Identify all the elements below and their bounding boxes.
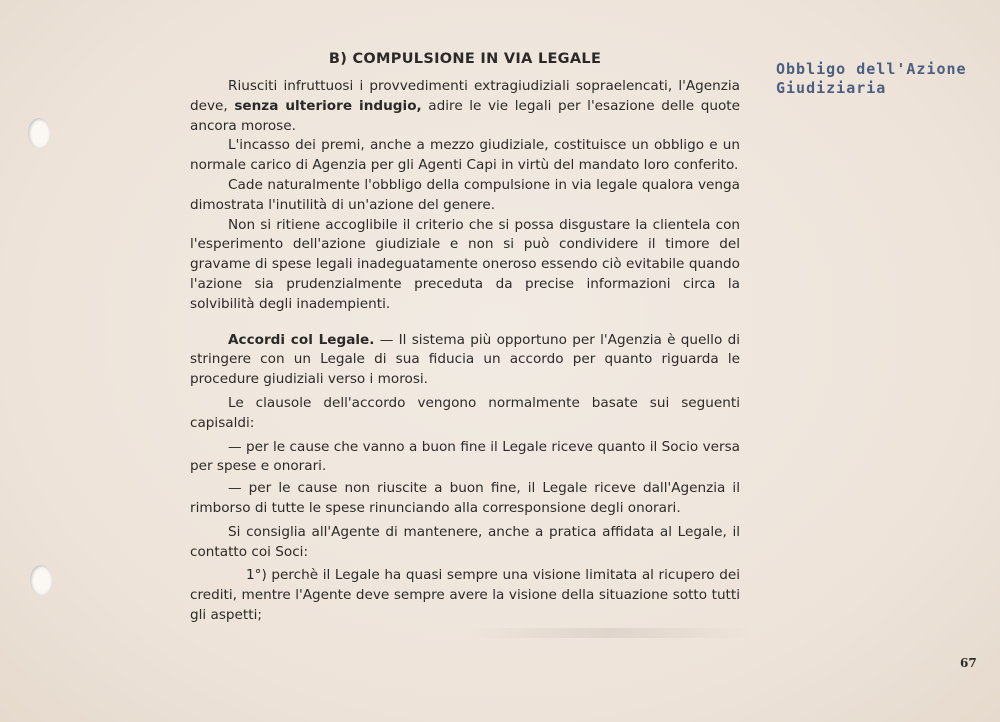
paragraph: Riusciti infruttuosi i provvedimenti extragiudiziali sopraelencati, l'Agenzia deve, senza ulteriore indugio, adire le vie legali per l'esazione delle quote ancora morose. (190, 78, 740, 134)
binder-hole-top (28, 118, 50, 148)
margin-title-line-1: Obbligo dell'Azione (776, 60, 967, 78)
page-number: 67 (960, 656, 977, 670)
paragraph: L'incasso dei premi, anche a mezzo giudiziale, costituisce un obbligo e un normale carico di Agenzia per gli Agenti Capi in virtù del mandato loro conferito. (190, 137, 740, 174)
margin-title (776, 60, 967, 98)
emphasis: senza ulteriore indugio, (234, 97, 422, 114)
paragraph: Le clausole dell'accordo vengono normalmente basate sui seguenti capisaldi: (190, 394, 740, 431)
section-heading-prefix: B) (328, 51, 348, 67)
body-text (190, 77, 740, 626)
subheading: Accordi col Legale. (228, 331, 375, 348)
section-heading (190, 51, 740, 67)
list-item: — per le cause che vanno a buon fine il Legale riceve quanto il Socio versa per spese e onorari. (190, 438, 740, 475)
binder-hole-bottom (30, 565, 52, 595)
paragraph: Accordi col Legale. — Il sistema più opportuno per l'Agenzia è quello di stringere con un Legale di sua fiducia un accordo per quanto riguarda le procedure giudiziali verso i morosi. (190, 331, 740, 388)
bleed-through-mark (470, 628, 750, 638)
list-item: — per le cause non riuscite a buon fine, il Legale riceve dall'Agenzia il rimborso di tutte le spese rinunciando alla corresponsione degli onorari. (190, 480, 740, 516)
list-item: 1°) perchè il Legale ha quasi sempre una visione limitata al ricupero dei crediti, mentre l'Agente deve sempre avere la visione della situazione sotto tutti gli aspetti; (190, 567, 740, 623)
paragraph: Cade naturalmente l'obbligo della compulsione in via legale qualora venga dimostrata l'inutilità di un'azione del genere. (190, 176, 740, 213)
paragraph: Non si ritiene accoglibile il criterio che si possa disgustare la clientela con l'esperimento dell'azione giudiziale e non si può condividere il timore del gravame di spese legali inadeguatamente oneroso essendo ciò evitabile quando l'azione sia prudenzialmente preceduta da precise informazioni circa la solvibilità degli inadempienti. (190, 216, 740, 312)
margin-title-line-2: Giudiziaria (776, 79, 887, 97)
paragraph: Si consiglia all'Agente di mantenere, anche a pratica affidata al Legale, il contatto coi Soci: (190, 523, 740, 560)
section-heading-title: COMPULSIONE IN VIA LEGALE (352, 51, 602, 67)
